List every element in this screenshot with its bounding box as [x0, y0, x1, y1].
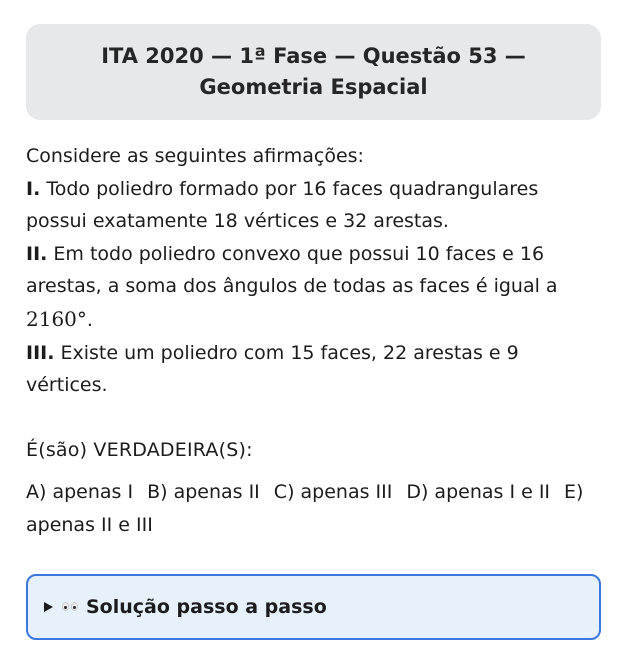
statement [26, 140, 601, 402]
statement-item-2-math: 2160° [26, 306, 87, 331]
eye-right-icon [71, 602, 78, 611]
statement-intro: Considere as seguintes afirmações: [26, 145, 364, 167]
statement-item-2-suffix: . [86, 308, 93, 331]
option-c: C) apenas III [273, 480, 393, 503]
disclosure-triangle-icon[interactable] [44, 602, 53, 612]
statement-item-1-text: Todo poliedro formado por 16 faces quadrangulares possui exatamente 18 vértices e 32 arestas. [26, 177, 539, 233]
statement-item-2-text: Em todo poliedro convexo que possui 10 faces e 16 arestas, a soma dos ângulos de todas as faces é igual a [26, 242, 558, 298]
solution-toggle[interactable] [26, 574, 601, 640]
statement-item-1 [26, 173, 601, 238]
statement-item-2-roman: II. [26, 242, 48, 265]
answer-options [26, 476, 601, 542]
option-a: A) apenas I [26, 480, 134, 503]
option-b: B) apenas II [147, 480, 260, 503]
statement-item-3-roman: III. [26, 341, 55, 364]
eye-left-icon [62, 602, 69, 611]
statement-item-1-roman: I. [26, 177, 41, 200]
question-prompt: É(são) VERDADEIRA(S): [26, 438, 253, 461]
solution-label[interactable]: Solução passo a passo [86, 595, 327, 618]
page-title: ITA 2020 — 1ª Fase — Questão 53 — Geometria Espacial [101, 44, 526, 99]
option-d: D) apenas I e II [406, 480, 551, 503]
statement-item-2 [26, 238, 601, 337]
eyes-icon [62, 602, 78, 611]
title-box [26, 24, 601, 120]
option-e: E) apenas II e III [26, 480, 584, 536]
statement-item-3-text: Existe um poliedro com 15 faces, 22 arestas e 9 vértices. [26, 341, 519, 397]
statement-item-3 [26, 337, 601, 402]
